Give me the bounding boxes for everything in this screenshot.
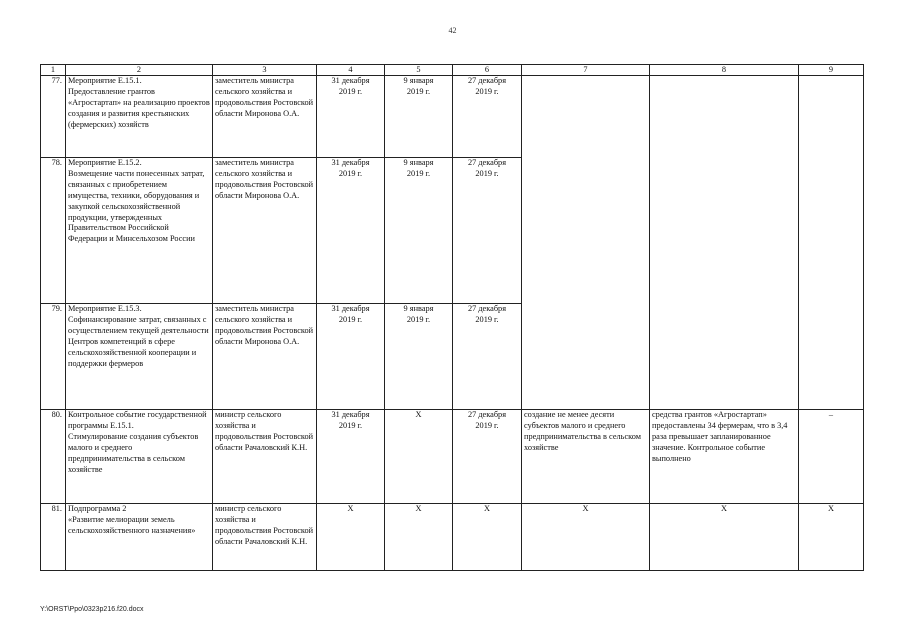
start-date: 9 января 2019 г. — [385, 76, 453, 158]
planned-result — [522, 76, 650, 158]
planned-date: 31 декабря 2019 г. — [317, 76, 385, 158]
start-date: 9 января 2019 г. — [385, 304, 453, 410]
event-name: Мероприятие Е.15.1. Предоставление грантов «Агростартап» на реализацию проектов создания и развития крестьянских (фермерских) хозяйств — [66, 76, 213, 158]
file-path-footer: Y:\ORST\Ppo\0323p216.f20.docx — [40, 606, 144, 613]
actual-result: средства грантов «Агростартап» предоставлены 34 фермерам, что в 3,4 раза превышает запланированное значение. Контрольное событие выполнено — [650, 410, 799, 504]
responsible-person: министр сельского хозяйства и продовольствия Ростовской области Рачаловский К.Н. — [213, 410, 317, 504]
planned-result — [522, 158, 650, 304]
start-date: Х — [385, 504, 453, 571]
column-header: 6 — [453, 65, 522, 76]
responsible-person: министр сельского хозяйства и продовольствия Ростовской области Рачаловский К.Н. — [213, 504, 317, 571]
column-header: 5 — [385, 65, 453, 76]
planned-date: Х — [317, 504, 385, 571]
planned-result — [522, 304, 650, 410]
header-row — [41, 65, 864, 76]
actual-result: Х — [650, 504, 799, 571]
completion-date: 27 декабря 2019 г. — [453, 158, 522, 304]
column-header: 1 — [41, 65, 66, 76]
start-date: 9 января 2019 г. — [385, 158, 453, 304]
column-header: 2 — [66, 65, 213, 76]
actual-result — [650, 76, 799, 158]
row-number: 78. — [41, 158, 66, 304]
event-name: Контрольное событие государственной программы Е.15.1. Стимулирование создания субъектов малого и среднего предпринимательства в сельском хозяйстве — [66, 410, 213, 504]
deviation-reason: – — [799, 410, 864, 504]
completion-date: Х — [453, 504, 522, 571]
deviation-reason — [799, 304, 864, 410]
completion-date: 27 декабря 2019 г. — [453, 76, 522, 158]
table-row — [41, 158, 864, 304]
planned-date: 31 декабря 2019 г. — [317, 410, 385, 504]
table-row — [41, 504, 864, 571]
column-header: 4 — [317, 65, 385, 76]
start-date: Х — [385, 410, 453, 504]
responsible-person: заместитель министра сельского хозяйства и продовольствия Ростовской области Миронова О.А. — [213, 158, 317, 304]
deviation-reason — [799, 158, 864, 304]
actual-result — [650, 304, 799, 410]
column-header: 8 — [650, 65, 799, 76]
completion-date: 27 декабря 2019 г. — [453, 304, 522, 410]
table-row — [41, 304, 864, 410]
responsible-person: заместитель министра сельского хозяйства и продовольствия Ростовской области Миронова О.А. — [213, 304, 317, 410]
row-number: 79. — [41, 304, 66, 410]
row-number: 81. — [41, 504, 66, 571]
event-name: Мероприятие Е.15.2. Возмещение части понесенных затрат, связанных с приобретением имущества, техники, оборудования и закупкой сельскохозяйственной продукции, утвержденных Правительством Российской Федерации и Минсельхозом России — [66, 158, 213, 304]
event-name: Мероприятие Е.15.3. Софинансирование затрат, связанных с осуществлением текущей деятельности Центров компетенций в сфере сельскохозяйственной кооперации и поддержки фермеров — [66, 304, 213, 410]
actual-result — [650, 158, 799, 304]
events-table — [40, 64, 864, 571]
completion-date: 27 декабря 2019 г. — [453, 410, 522, 504]
planned-result: создание не менее десяти субъектов малого и среднего предпринимательства в сельском хозяйстве — [522, 410, 650, 504]
table-row — [41, 76, 864, 158]
planned-result: Х — [522, 504, 650, 571]
planned-date: 31 декабря 2019 г. — [317, 304, 385, 410]
row-number: 80. — [41, 410, 66, 504]
column-header: 3 — [213, 65, 317, 76]
page-number: 42 — [448, 26, 457, 35]
table-row — [41, 410, 864, 504]
deviation-reason — [799, 76, 864, 158]
planned-date: 31 декабря 2019 г. — [317, 158, 385, 304]
column-header: 9 — [799, 65, 864, 76]
column-header: 7 — [522, 65, 650, 76]
event-name: Подпрограмма 2 «Развитие мелиорации земель сельскохозяйственного назначения» — [66, 504, 213, 571]
row-number: 77. — [41, 76, 66, 158]
deviation-reason: Х — [799, 504, 864, 571]
responsible-person: заместитель министра сельского хозяйства и продовольствия Ростовской области Миронова О.А. — [213, 76, 317, 158]
